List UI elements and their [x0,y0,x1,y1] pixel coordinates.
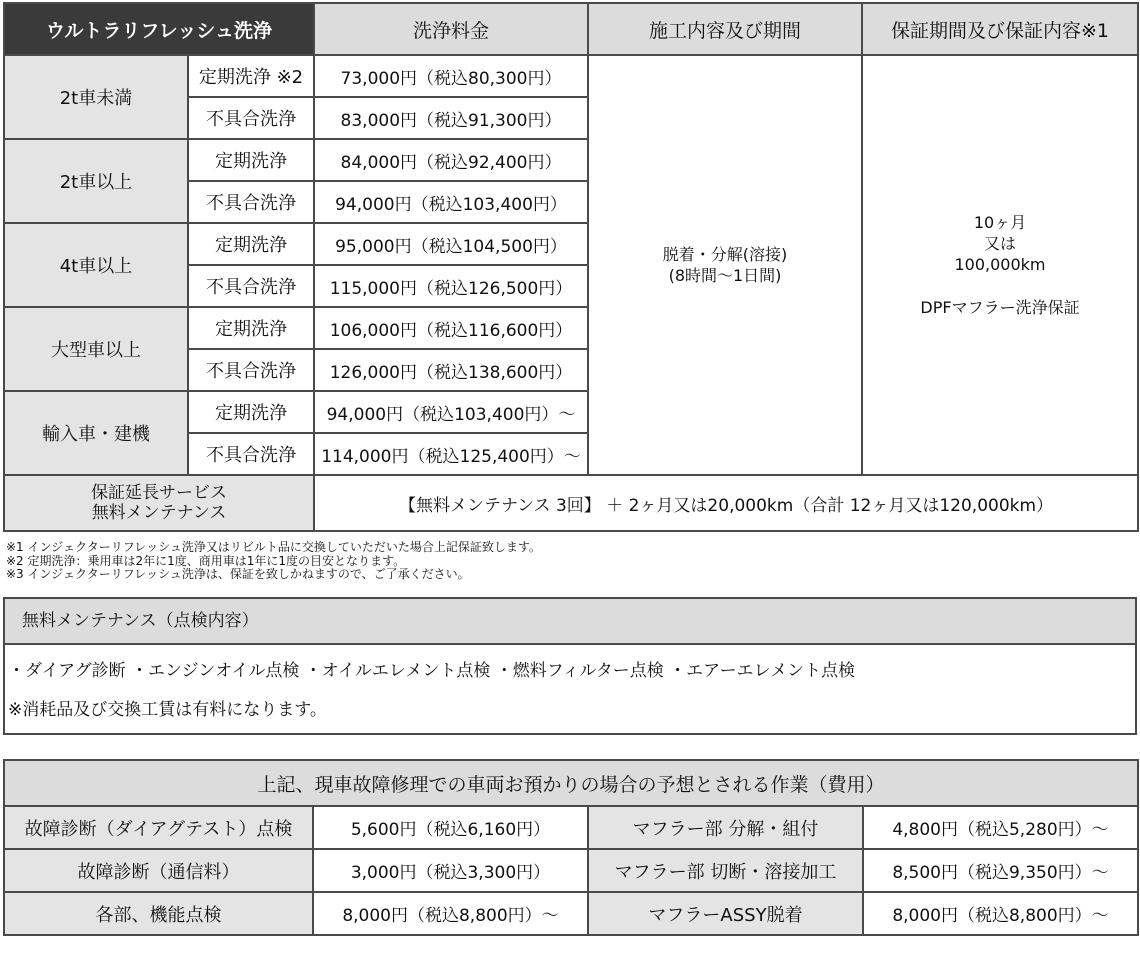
footnote: ※3 インジェクターリフレッシュ洗浄は、保証を致しかねますので、ご了承ください。 [6,567,470,581]
wash-type: 不具合洗浄 [188,181,314,223]
wash-price: 83,000円（税込91,300円） [314,97,588,139]
work-price: 8,000円（税込8,800円）～ [313,892,588,935]
wash-type: 不具合洗浄 [188,97,314,139]
work-label: マフラー部 切断・溶接加工 [588,849,863,892]
extension-label-line: 保証延長サービス [91,483,227,503]
work-label: 故障診断（ダイアグテスト）点検 [4,806,313,849]
wash-price: 84,000円（税込92,400円） [314,139,588,181]
warranty-line: 又は [984,234,1017,253]
work-content-line: (8時間～1日間) [668,266,782,285]
wash-type: 定期洗浄 [188,139,314,181]
wash-type: 定期洗浄 [188,391,314,433]
wash-price: 115,000円（税込126,500円） [314,265,588,307]
extension-value: 【無料メンテナンス 3回】 ＋ 2ヶ月又は20,000km（合計 12ヶ月又は120,000km） [314,475,1138,531]
wash-price: 114,000円（税込125,400円）～ [314,433,588,475]
wash-price: 73,000円（税込80,300円） [314,55,588,97]
extension-label [4,475,314,531]
table-row [4,849,1138,892]
maintenance-items: ・ダイアグ診断 ・エンジンオイル点検 ・オイルエレメント点検 ・燃料フィルター点検 ・エアーエレメント点検 [8,661,856,681]
work-price: 8,000円（税込8,800円）～ [863,892,1138,935]
vehicle-class: 2t車未満 [4,55,188,139]
work-label: 各部、機能点検 [4,892,313,935]
warranty-line: 10ヶ月 [973,213,1027,232]
footnotes [6,541,541,582]
warranty-line: DPFマフラー洗浄保証 [920,298,1080,317]
wash-price: 94,000円（税込103,400円） [314,181,588,223]
vehicle-class: 2t車以上 [4,139,188,223]
table-row [4,806,1138,849]
work-price: 3,000円（税込3,300円） [313,849,588,892]
table-row [4,892,1138,935]
wash-type: 不具合洗浄 [188,349,314,391]
footnote: ※2 定期洗浄：乗用車は2年に1度、商用車は1年に1度の目安となります。 [6,553,406,568]
vehicle-class: 輸入車・建機 [4,391,188,475]
work-content-line: 脱着・分解(溶接) [662,245,788,264]
work-table-title: 上記、現車故障修理での車両お預かりの場合の予想とされる作業（費用） [4,760,1138,806]
header-warranty: 保証期間及び保証内容※1 [862,3,1138,55]
work-table [3,759,1139,936]
header-work: 施工内容及び期間 [588,3,862,55]
header-price: 洗浄料金 [314,3,588,55]
vehicle-class: 大型車以上 [4,307,188,391]
warranty-content [862,55,1138,475]
maintenance-title: 無料メンテナンス（点検内容） [5,599,1135,645]
extension-row [4,475,1138,531]
wash-type: 定期洗浄 [188,307,314,349]
wash-type: 不具合洗浄 [188,433,314,475]
extension-label-line: 無料メンテナンス [91,503,227,523]
wash-price: 95,000円（税込104,500円） [314,223,588,265]
wash-price: 126,000円（税込138,600円） [314,349,588,391]
vehicle-class: 4t車以上 [4,223,188,307]
work-content [588,55,862,475]
price-table [3,2,1139,532]
maintenance-note: ※消耗品及び交換工賃は有料になります。 [8,700,327,720]
warranty-line: 100,000km [954,255,1046,274]
work-price: 8,500円（税込9,350円）～ [863,849,1138,892]
work-label: マフラー部 分解・組付 [588,806,863,849]
work-price: 4,800円（税込5,280円）～ [863,806,1138,849]
table-row [4,55,1138,97]
work-label: 故障診断（通信料） [4,849,313,892]
header-title: ウルトラリフレッシュ洗浄 [4,3,314,55]
work-label: マフラーASSY脱着 [588,892,863,935]
footnote: ※1 インジェクターリフレッシュ洗浄又はリビルト品に交換していただいた場合上記保証致します。 [6,540,541,554]
wash-price: 106,000円（税込116,600円） [314,307,588,349]
wash-type: 定期洗浄 [188,223,314,265]
work-price: 5,600円（税込6,160円） [313,806,588,849]
price-table-header [4,3,1138,55]
wash-type: 定期洗浄 ※2 [188,55,314,97]
maintenance-box [3,597,1137,735]
work-table-header [4,760,1138,806]
wash-price: 94,000円（税込103,400円）～ [314,391,588,433]
wash-type: 不具合洗浄 [188,265,314,307]
